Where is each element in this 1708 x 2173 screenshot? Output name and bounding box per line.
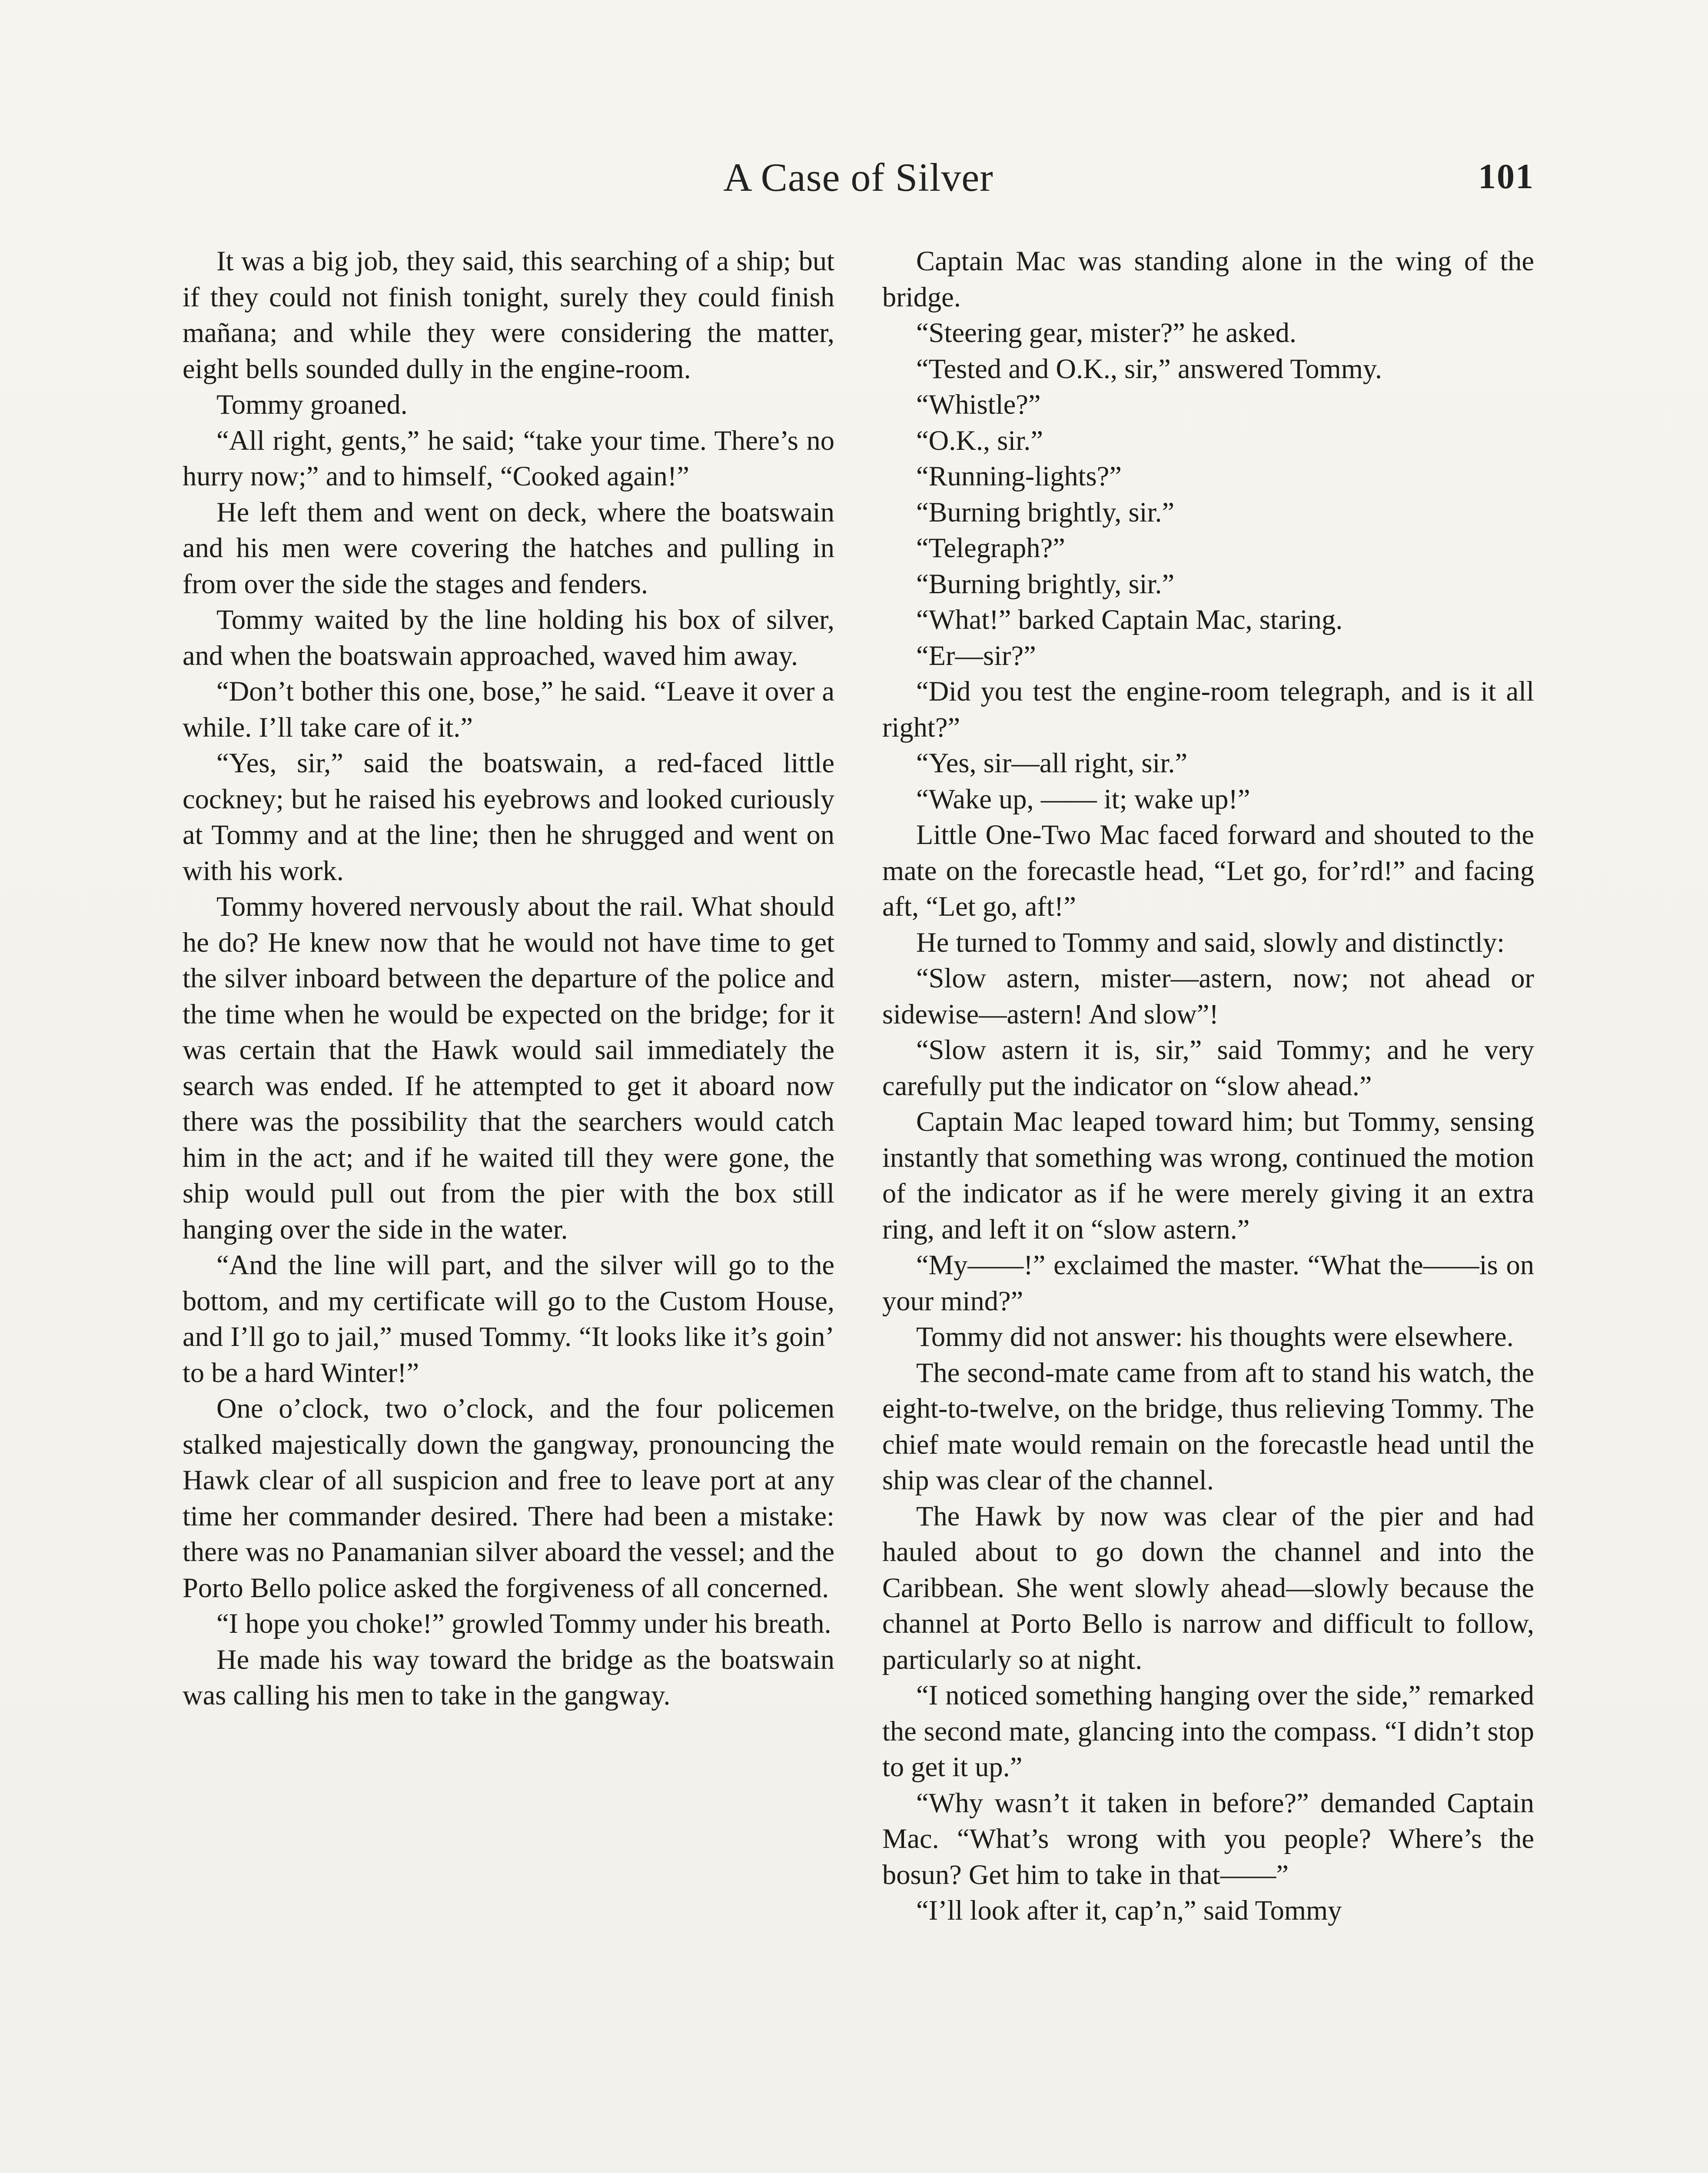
paragraph: Tommy waited by the line holding his box of silver, and when the boatswain approached, waved him away. xyxy=(183,604,834,671)
paragraph: “Running-lights?” xyxy=(916,461,1122,492)
paragraph: “Yes, sir—all right, sir.” xyxy=(916,748,1188,778)
paragraph: “Slow astern it is, sir,” said Tommy; and he very carefully put the indicator on “slow ahead.” xyxy=(882,1034,1534,1101)
paragraph: The Hawk by now was clear of the pier and had hauled about to go down the channel and into the Caribbean. She went slowly ahead—slowly because the channel at Porto Bello is narrow and difficult to follow, particularly so at night. xyxy=(882,1500,1534,1675)
page-number: 101 xyxy=(1478,156,1534,196)
paragraph: “Tested and O.K., sir,” answered Tommy. xyxy=(916,353,1382,384)
paragraph: Captain Mac leaped toward him; but Tommy, sensing instantly that something was wrong, continued the motion of the indicator as if he were merely giving it an extra ring, and left it on “slow astern.” xyxy=(882,1106,1534,1245)
paragraph: “Telegraph?” xyxy=(916,532,1065,563)
paragraph: Tommy hovered nervously about the rail. What should he do? He knew now that he would not have time to get the silver inboard between the departure of the police and the time when he would be expected on the bridge; for it was certain that the Hawk would sail immediately the search was ended. If he attempted to get it aboard now there was the possibility that the searchers would catch him in the act; and if he waited till they were gone, the ship would pull out from the pier with the box still hanging over the side in the water. xyxy=(183,891,834,1245)
paragraph: Captain Mac was standing alone in the wing of the bridge. xyxy=(882,246,1534,312)
paragraph: “All right, gents,” he said; “take your time. There’s no hurry now;” and to himself, “Cooked again!” xyxy=(183,425,834,492)
paragraph: “Why wasn’t it taken in before?” demanded Captain Mac. “What’s wrong with you people? Where’s the bosun? Get him to take in that——” xyxy=(882,1787,1534,1890)
paragraph: “O.K., sir.” xyxy=(916,425,1043,456)
paragraph: “Did you test the engine-room telegraph, and is it all right?” xyxy=(882,676,1534,743)
paragraph: He turned to Tommy and said, slowly and distinctly: xyxy=(916,927,1505,958)
paragraph: “Don’t bother this one, bose,” he said. “Leave it over a while. I’ll take care of it.” xyxy=(183,676,834,743)
paragraph: “Wake up, —— it; wake up!” xyxy=(916,783,1250,814)
paragraph: “Steering gear, mister?” he asked. xyxy=(916,317,1296,348)
paragraph: “Slow astern, mister—astern, now; not ahead or sidewise—astern! And slow”! xyxy=(882,963,1534,1030)
paragraph: “Burning brightly, sir.” xyxy=(916,496,1175,528)
paragraph: The second-mate came from aft to stand his watch, the eight-to-twelve, on the bridge, thus relieving Tommy. The chief mate would remain on the forecastle head until the ship was clear of the channel. xyxy=(882,1357,1534,1495)
right-text-column xyxy=(882,243,1534,1929)
running-title: A Case of Silver xyxy=(723,155,994,199)
paragraph: “Burning brightly, sir.” xyxy=(916,568,1175,599)
paragraph: “What!” barked Captain Mac, staring. xyxy=(916,604,1343,635)
paragraph: Tommy did not answer: his thoughts were elsewhere. xyxy=(916,1321,1514,1352)
paragraph: Little One-Two Mac faced forward and shouted to the mate on the forecastle head, “Let go, for’rd!” and facing aft, “Let go, aft!” xyxy=(882,819,1534,922)
paragraph: “Er—sir?” xyxy=(916,640,1036,671)
left-text-column xyxy=(183,243,834,1714)
paragraph: “My——!” exclaimed the master. “What the——is on your mind?” xyxy=(882,1249,1534,1316)
paragraph: “Yes, sir,” said the boatswain, a red-faced little cockney; but he raised his eyebrows and looked curiously at Tommy and at the line; then he shrugged and went on with his work. xyxy=(183,748,834,886)
paragraph: It was a big job, they said, this searching of a ship; but if they could not finish tonight, surely they could finish mañana; and while they were considering the matter, eight bells sounded dully in the engine-room. xyxy=(183,246,834,384)
paragraph: He made his way toward the bridge as the boatswain was calling his men to take in the gangway. xyxy=(183,1644,834,1711)
paragraph: One o’clock, two o’clock, and the four policemen stalked majestically down the gangway, pronouncing the Hawk clear of all suspicion and free to leave port at any time her commander desired. There had been a mistake: there was no Panamanian silver aboard the vessel; and the Porto Bello police asked the forgiveness of all concerned. xyxy=(183,1393,834,1603)
paragraph: Tommy groaned. xyxy=(216,389,408,420)
page-header xyxy=(183,154,1534,206)
paragraph: “I hope you choke!” growled Tommy under his breath. xyxy=(216,1608,831,1639)
paragraph: “I’ll look after it, cap’n,” said Tommy xyxy=(916,1895,1342,1926)
paragraph: “I noticed something hanging over the side,” remarked the second mate, glancing into the compass. “I didn’t stop to get it up.” xyxy=(882,1680,1534,1782)
paragraph: “Whistle?” xyxy=(916,389,1041,420)
paragraph: “And the line will part, and the silver will go to the bottom, and my certificate will go to the Custom House, and I’ll go to jail,” mused Tommy. “It looks like it’s goin’ to be a hard Winter!” xyxy=(183,1249,834,1388)
paragraph: He left them and went on deck, where the boatswain and his men were covering the hatches and pulling in from over the side the stages and fenders. xyxy=(183,496,834,599)
